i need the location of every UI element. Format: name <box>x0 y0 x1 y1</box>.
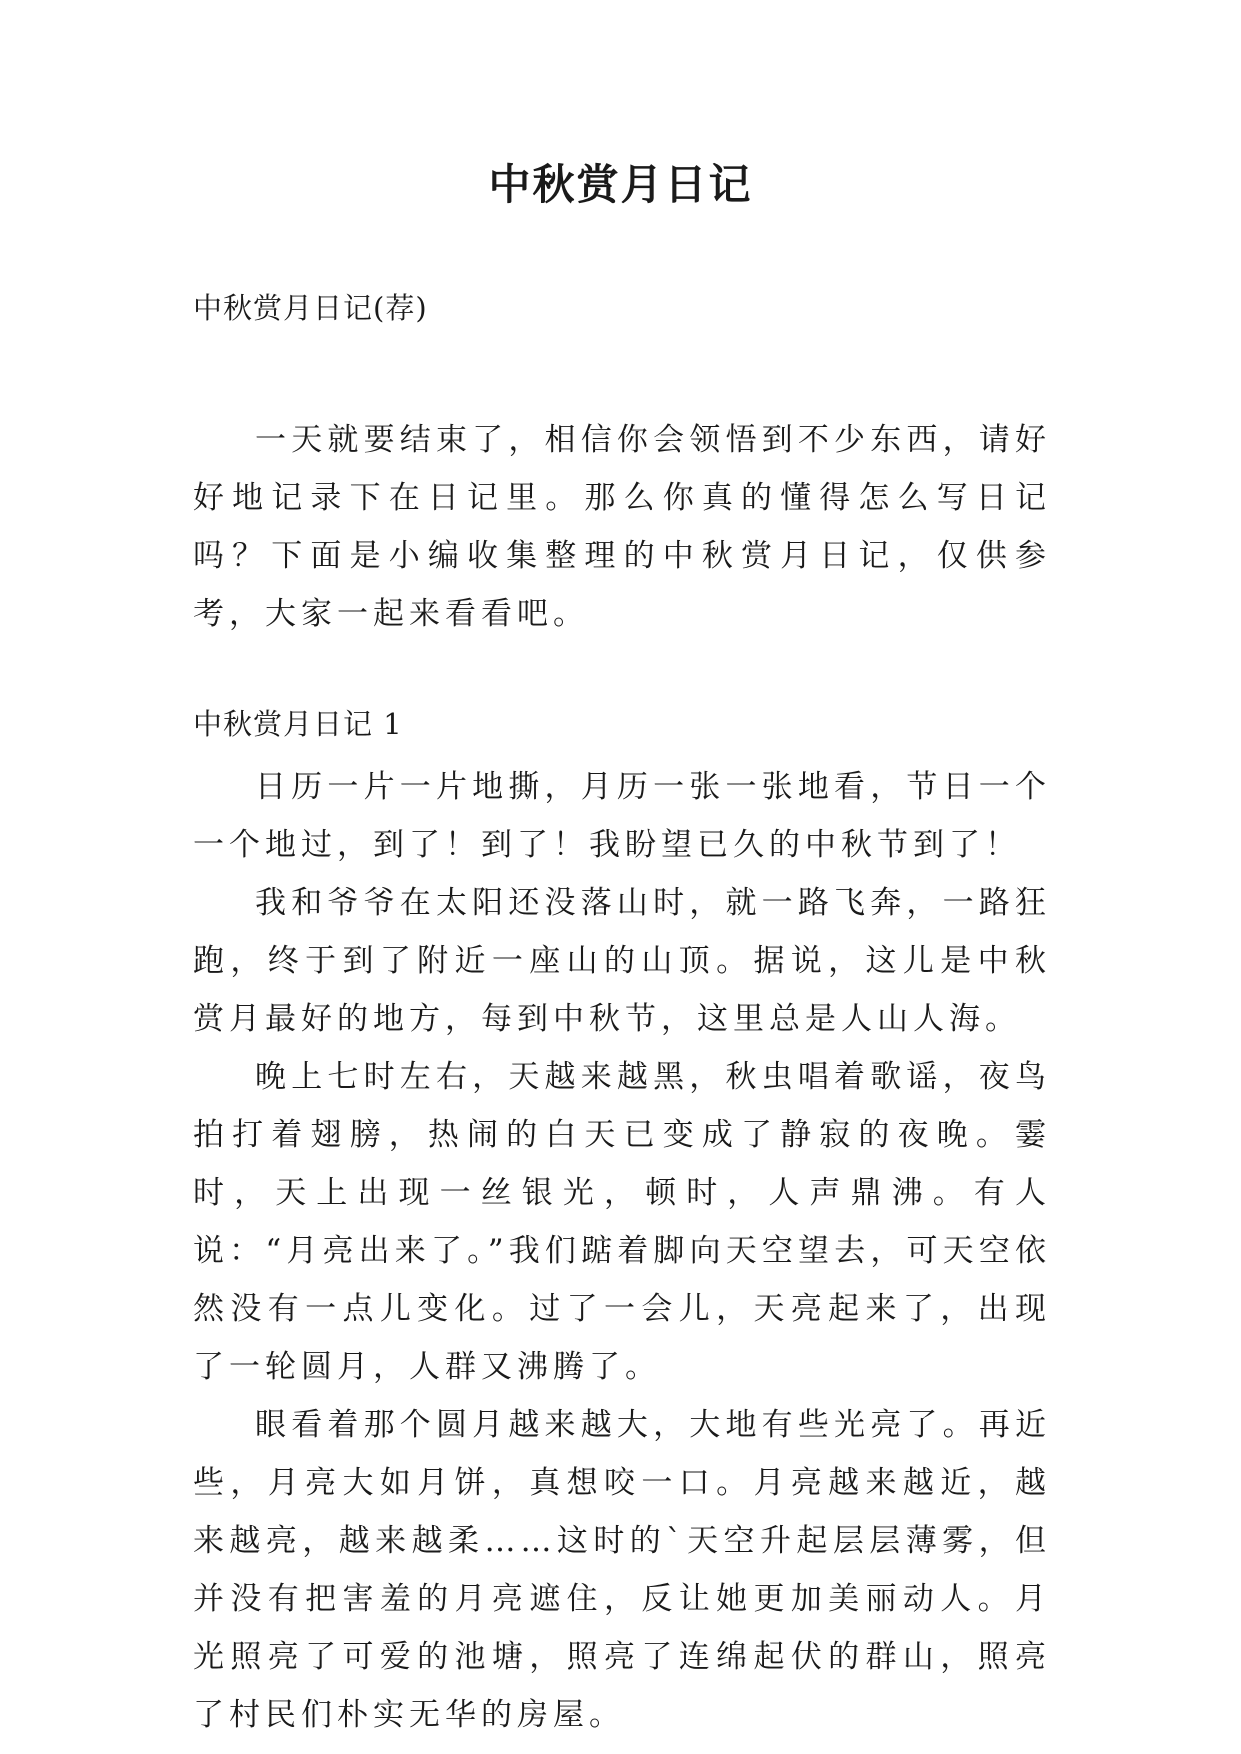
document-body <box>193 288 1051 1744</box>
section-heading: 中秋赏月日记 1 <box>193 707 403 741</box>
intro-paragraph: 一天就要结束了，相信你会领悟到不少东西，请好好地记录下在日记里。那么你真的懂得怎么写日记吗？下面是小编收集整理的中秋赏月日记，仅供参考，大家一起来看看吧。 <box>193 422 1051 632</box>
document-subtitle: 中秋赏月日记(荐) <box>193 291 428 325</box>
diary-paragraph: 我和爷爷在太阳还没落山时，就一路飞奔，一路狂跑，终于到了附近一座山的山顶。据说，这儿是中秋赏月最好的地方，每到中秋节，这里总是人山人海。 <box>193 885 1051 1037</box>
diary-paragraph: 眼看着那个圆月越来越大，大地有些光亮了。再近些，月亮大如月饼，真想咬一口。月亮越来越近，越来越亮，越来越柔……这时的`天空升起层层薄雾，但并没有把害羞的月亮遮住，反让她更加美丽动人。月光照亮了可爱的池塘，照亮了连绵起伏的群山，照亮了村民们朴实无华的房屋。 <box>193 1407 1051 1733</box>
diary-paragraph: 日历一片一片地撕，月历一张一张地看，节日一个一个地过，到了！到了！我盼望已久的中秋节到了！ <box>193 769 1051 863</box>
diary-paragraph: 晚上七时左右，天越来越黑，秋虫唱着歌谣，夜鸟拍打着翅膀，热闹的白天已变成了静寂的夜晚。霎时，天上出现一丝银光，顿时，人声鼎沸。有人说：“月亮出来了。”我们踮着脚向天空望去，可天空依然没有一点儿变化。过了一会儿，天亮起来了，出现了一轮圆月，人群又沸腾了。 <box>193 1059 1051 1385</box>
page-title: 中秋赏月日记 <box>488 160 753 209</box>
